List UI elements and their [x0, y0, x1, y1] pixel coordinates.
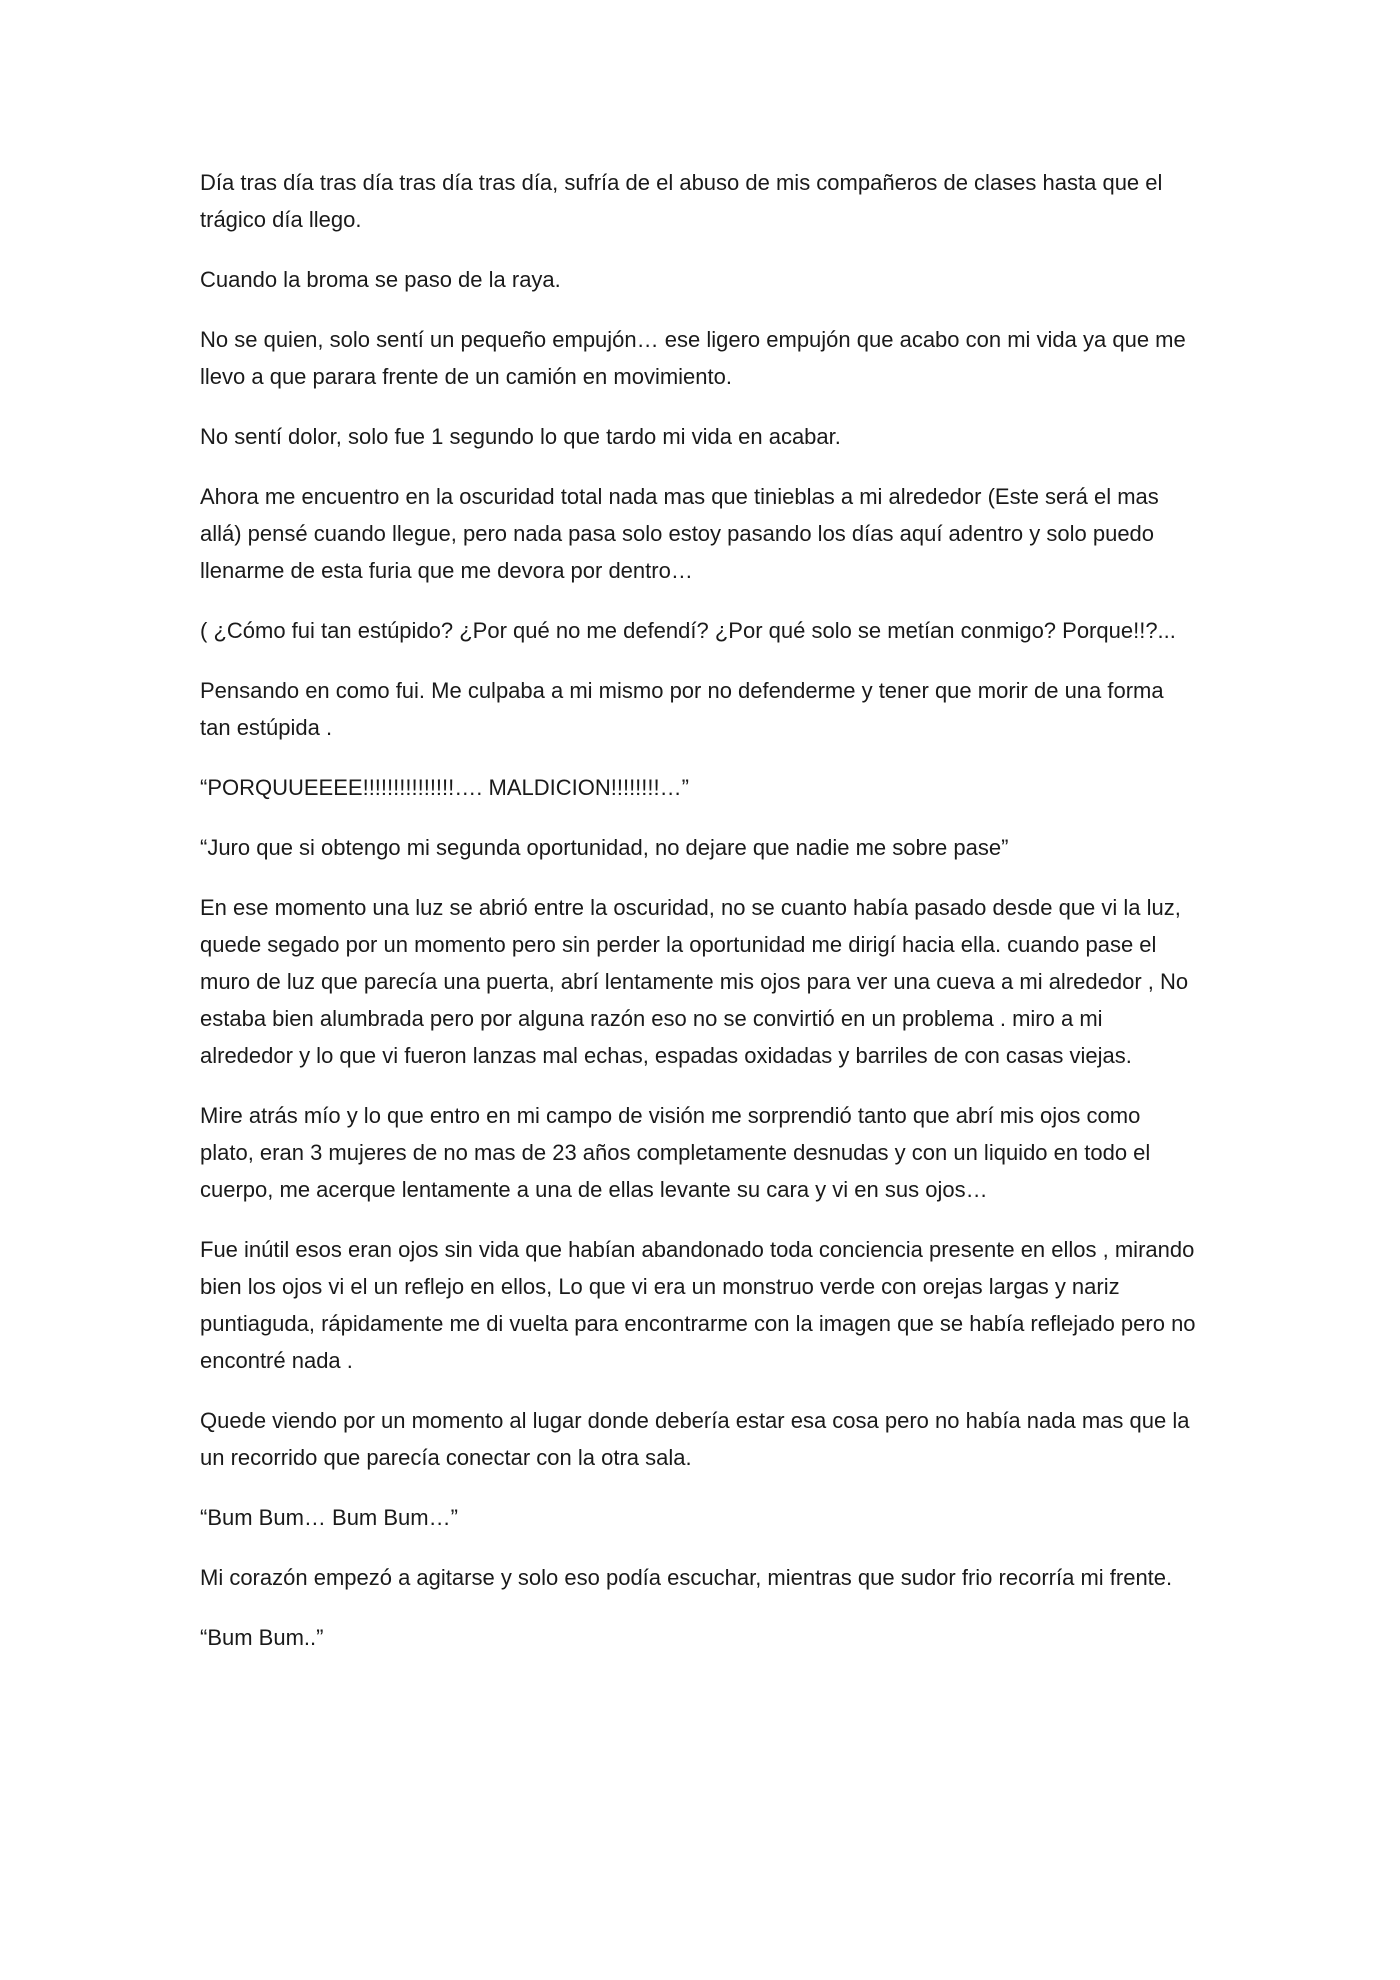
paragraph: Cuando la broma se paso de la raya.: [200, 267, 561, 292]
paragraph: Quede viendo por un momento al lugar donde debería estar esa cosa pero no había nada mas que la un recorrido que parecía conectar con la otra sala.: [200, 1408, 1190, 1470]
paragraph: Pensando en como fui. Me culpaba a mi mismo por no defenderme y tener que morir de una forma tan estúpida .: [200, 678, 1164, 740]
paragraph: Mire atrás mío y lo que entro en mi campo de visión me sorprendió tanto que abrí mis ojos como plato, eran 3 mujeres de no mas de 23 años completamente desnudas y con un liquido en todo el cuerpo, me acerque lentamente a una de ellas levante su cara y vi en sus ojos…: [200, 1103, 1151, 1202]
paragraph: “Juro que si obtengo mi segunda oportunidad, no dejare que nadie me sobre pase”: [200, 835, 1009, 860]
paragraph: En ese momento una luz se abrió entre la oscuridad, no se cuanto había pasado desde que vi la luz, quede segado por un momento pero sin perder la oportunidad me dirigí hacia ella. cuando pase el muro de luz que parecía una puerta, abrí lentamente mis ojos para ver una cueva a mi alrededor , No estaba bien alumbrada pero por alguna razón eso no se convirtió en un problema . miro a mi alrededor y lo que vi fueron lanzas mal echas, espadas oxidadas y barriles de con casas viejas.: [200, 895, 1189, 1068]
paragraph: No sentí dolor, solo fue 1 segundo lo que tardo mi vida en acabar.: [200, 424, 841, 449]
paragraph: “Bum Bum..”: [200, 1625, 324, 1650]
paragraph: Ahora me encuentro en la oscuridad total nada mas que tinieblas a mi alrededor (Este será el mas allá) pensé cuando llegue, pero nada pasa solo estoy pasando los días aquí adentro y solo puedo llenarme de esta furia que me devora por dentro…: [200, 484, 1159, 583]
paragraph: No se quien, solo sentí un pequeño empujón… ese ligero empujón que acabo con mi vida ya que me llevo a que parara frente de un camión en movimiento.: [200, 327, 1186, 389]
paragraph: ( ¿Cómo fui tan estúpido? ¿Por qué no me defendí? ¿Por qué solo se metían conmigo? Porque!!?...: [200, 618, 1176, 643]
paragraph: Fue inútil esos eran ojos sin vida que habían abandonado toda conciencia presente en ellos , mirando bien los ojos vi el un reflejo en ellos, Lo que vi era un monstruo verde con orejas largas y nariz puntiaguda, rápidamente me di vuelta para encontrarme con la imagen que se había reflejado pero no encontré nada .: [200, 1237, 1196, 1373]
document-body: [200, 164, 1200, 1679]
paragraph: “PORQUUEEEE!!!!!!!!!!!!!!!…. MALDICION!!!!!!!!…”: [200, 775, 689, 800]
paragraph: Día tras día tras día tras día tras día, sufría de el abuso de mis compañeros de clases hasta que el trágico día llego.: [200, 170, 1163, 232]
paragraph: Mi corazón empezó a agitarse y solo eso podía escuchar, mientras que sudor frio recorría mi frente.: [200, 1565, 1173, 1590]
paragraph: “Bum Bum… Bum Bum…”: [200, 1505, 458, 1530]
